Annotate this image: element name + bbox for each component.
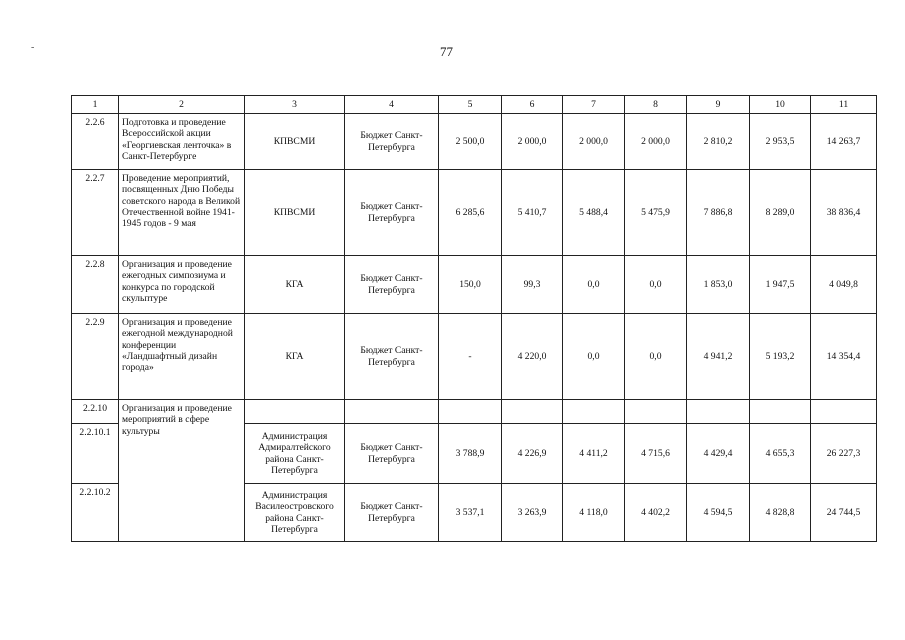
value-cell: 4 411,2 xyxy=(563,424,625,484)
item-number: 2.2.6 xyxy=(72,114,119,170)
value-cell: 2 000,0 xyxy=(563,114,625,170)
value-cell: 2 953,5 xyxy=(750,114,811,170)
funding-source: Бюджет Санкт-Петербурга xyxy=(345,314,439,400)
value-cell: 5 410,7 xyxy=(502,170,563,256)
empty-cell xyxy=(811,400,877,424)
budget-table xyxy=(71,95,877,542)
value-cell: 0,0 xyxy=(563,256,625,314)
empty-cell xyxy=(625,400,687,424)
funding-source: Бюджет Санкт-Петербурга xyxy=(345,484,439,542)
empty-cell xyxy=(750,400,811,424)
value-cell: 2 000,0 xyxy=(625,114,687,170)
executor: Администрация Адмиралтейского района Санкт-Петербурга xyxy=(245,424,345,484)
item-name: Подготовка и проведение Всероссийской акции «Георгиевская ленточка» в Санкт-Петербурге xyxy=(119,114,245,170)
item-number: 2.2.9 xyxy=(72,314,119,400)
header-cell: 10 xyxy=(750,96,811,114)
header-cell: 6 xyxy=(502,96,563,114)
table-row xyxy=(72,170,877,256)
empty-cell xyxy=(563,400,625,424)
value-cell: 26 227,3 xyxy=(811,424,877,484)
item-number: 2.2.7 xyxy=(72,170,119,256)
value-cell: 4 402,2 xyxy=(625,484,687,542)
empty-cell xyxy=(345,400,439,424)
item-name: Организация и проведение ежегодных симпозиума и конкурса по городской скульптуре xyxy=(119,256,245,314)
header-cell: 8 xyxy=(625,96,687,114)
item-number: 2.2.8 xyxy=(72,256,119,314)
value-cell: 3 263,9 xyxy=(502,484,563,542)
value-cell: 2 000,0 xyxy=(502,114,563,170)
value-cell: 0,0 xyxy=(625,314,687,400)
scan-mark: - xyxy=(31,42,35,53)
value-cell: 24 744,5 xyxy=(811,484,877,542)
item-name: Организация и проведение ежегодной международной конференции «Ландшафтный дизайн города» xyxy=(119,314,245,400)
value-cell: 0,0 xyxy=(563,314,625,400)
header-cell: 1 xyxy=(72,96,119,114)
value-cell: 2 810,2 xyxy=(687,114,750,170)
funding-source: Бюджет Санкт-Петербурга xyxy=(345,114,439,170)
funding-source: Бюджет Санкт-Петербурга xyxy=(345,256,439,314)
value-cell: 38 836,4 xyxy=(811,170,877,256)
table-row xyxy=(72,400,877,424)
item-number: 2.2.10 xyxy=(72,400,119,424)
value-cell: 4 594,5 xyxy=(687,484,750,542)
table-row xyxy=(72,314,877,400)
value-cell: 150,0 xyxy=(439,256,502,314)
value-cell: 7 886,8 xyxy=(687,170,750,256)
value-cell: 2 500,0 xyxy=(439,114,502,170)
value-cell: 4 118,0 xyxy=(563,484,625,542)
value-cell: 5 475,9 xyxy=(625,170,687,256)
value-cell: 4 429,4 xyxy=(687,424,750,484)
page-number: 77 xyxy=(440,44,453,59)
funding-source: Бюджет Санкт-Петербурга xyxy=(345,424,439,484)
value-cell: 99,3 xyxy=(502,256,563,314)
value-cell: 3 788,9 xyxy=(439,424,502,484)
value-cell: 0,0 xyxy=(625,256,687,314)
empty-cell xyxy=(502,400,563,424)
value-cell: 4 220,0 xyxy=(502,314,563,400)
executor: КГА xyxy=(245,314,345,400)
value-cell: 4 226,9 xyxy=(502,424,563,484)
header-cell: 11 xyxy=(811,96,877,114)
header-cell: 5 xyxy=(439,96,502,114)
empty-cell xyxy=(245,400,345,424)
header-cell: 4 xyxy=(345,96,439,114)
item-number: 2.2.10.1 xyxy=(72,424,119,484)
value-cell: 14 263,7 xyxy=(811,114,877,170)
executor: КПВСМИ xyxy=(245,114,345,170)
value-cell: 4 941,2 xyxy=(687,314,750,400)
value-cell: 14 354,4 xyxy=(811,314,877,400)
executor: Администрация Василеостровского района Санкт-Петербурга xyxy=(245,484,345,542)
value-cell: 1 947,5 xyxy=(750,256,811,314)
value-cell: 8 289,0 xyxy=(750,170,811,256)
value-cell: - xyxy=(439,314,502,400)
value-cell: 4 828,8 xyxy=(750,484,811,542)
item-number: 2.2.10.2 xyxy=(72,484,119,542)
header-cell: 7 xyxy=(563,96,625,114)
table-row xyxy=(72,256,877,314)
empty-cell xyxy=(687,400,750,424)
header-row xyxy=(72,96,877,114)
header-cell: 3 xyxy=(245,96,345,114)
value-cell: 5 193,2 xyxy=(750,314,811,400)
header-cell: 2 xyxy=(119,96,245,114)
empty-cell xyxy=(439,400,502,424)
executor: КГА xyxy=(245,256,345,314)
item-name: Проведение мероприятий, посвященных Дню Победы советского народа в Великой Отечественной войне 1941-1945 годов - 9 мая xyxy=(119,170,245,256)
header-cell: 9 xyxy=(687,96,750,114)
item-name: Организация и проведение мероприятий в сфере культуры xyxy=(119,400,245,542)
table-row xyxy=(72,114,877,170)
value-cell: 4 715,6 xyxy=(625,424,687,484)
funding-source: Бюджет Санкт-Петербурга xyxy=(345,170,439,256)
value-cell: 4 655,3 xyxy=(750,424,811,484)
value-cell: 4 049,8 xyxy=(811,256,877,314)
value-cell: 6 285,6 xyxy=(439,170,502,256)
value-cell: 3 537,1 xyxy=(439,484,502,542)
value-cell: 5 488,4 xyxy=(563,170,625,256)
executor: КПВСМИ xyxy=(245,170,345,256)
value-cell: 1 853,0 xyxy=(687,256,750,314)
